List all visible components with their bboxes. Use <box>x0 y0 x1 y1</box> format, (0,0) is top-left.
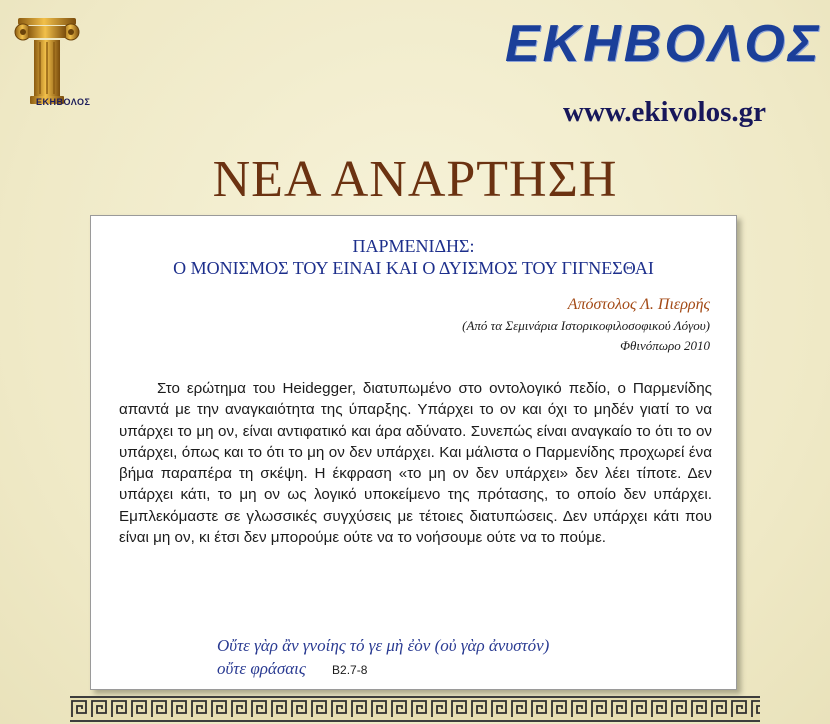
article-author: Απόστολος Λ. Πιερρής <box>567 296 710 313</box>
greek-quote <box>217 634 549 682</box>
greek-key-border <box>70 696 760 722</box>
article-source: (Από τα Σεμινάρια Ιστορικοφιλοσοφικού Λόγου) <box>462 318 710 333</box>
article-title <box>91 235 736 279</box>
quote-reference: B2.7-8 <box>332 663 368 677</box>
column-logo-icon[interactable] <box>14 14 80 106</box>
quote-line2 <box>217 657 549 682</box>
article-date: Φθινόπωρο 2010 <box>620 338 710 353</box>
site-url-link[interactable]: www.ekivolos.gr <box>563 96 766 128</box>
quote-line1: Οὔτε γὰρ ἂν γνοίης τό γε μὴ ἐὸν (οὐ γὰρ ἀνυστόν) <box>217 636 550 655</box>
logo-caption: ΕΚΗΒΟΛΟΣ <box>36 97 91 107</box>
article-card <box>90 215 737 690</box>
page-headline: ΝΕΑ ΑΝΑΡΤΗΣΗ <box>212 151 618 208</box>
quote-line2-text: οὔτε φράσαις <box>217 659 306 678</box>
article-title-line1: ΠΑΡΜΕΝΙΔΗΣ: <box>352 236 475 256</box>
brand-logo[interactable] <box>505 14 822 84</box>
article-title-line2: Ο ΜΟΝΙΣΜΟΣ ΤΟΥ ΕΙΝΑΙ ΚΑΙ Ο ΔΥΙΣΜΟΣ ΤΟΥ ΓΙΓΝΕΣΘΑΙ <box>173 258 654 278</box>
article-body: Στο ερώτημα του Heidegger, διατυπωμένο στο οντολογικό πεδίο, ο Παρμενίδης απαντά με την αναγκαιότητα της ύπαρξης. Υπάρχει το ον και όχι το μηδέν γιατί το να υπάρχει το μη ον, είναι αντιφατικό και άρα αδύνατο. Συνεπώς είναι αναγκαίο το ότι το ον υπάρχει, όπως και το ότι το μη ον δεν υπάρχει. Και μάλιστα ο Παρμενίδης προχωρεί ένα βήμα παραπέρα τη σκέψη. Η έκφραση «το μη ον δεν υπάρχει» δεν λέει τίποτε. Δεν υπάρχει κάτι, το μη ον ως λογικό υποκείμενο της πρότασης, το οποίο δεν υπάρχει. Εμπλεκόμαστε σε γλωσσικές συγχύσεις με τέτοιες διατυπώσεις. Δεν υπάρχει κάτι που είναι μη ον, κι έτσι δεν μπορούμε ούτε να το νοήσουμε ούτε να το πούμε. <box>119 380 712 547</box>
brand-wordmark: ΕΚΗΒΟΛΟΣ <box>505 15 822 73</box>
